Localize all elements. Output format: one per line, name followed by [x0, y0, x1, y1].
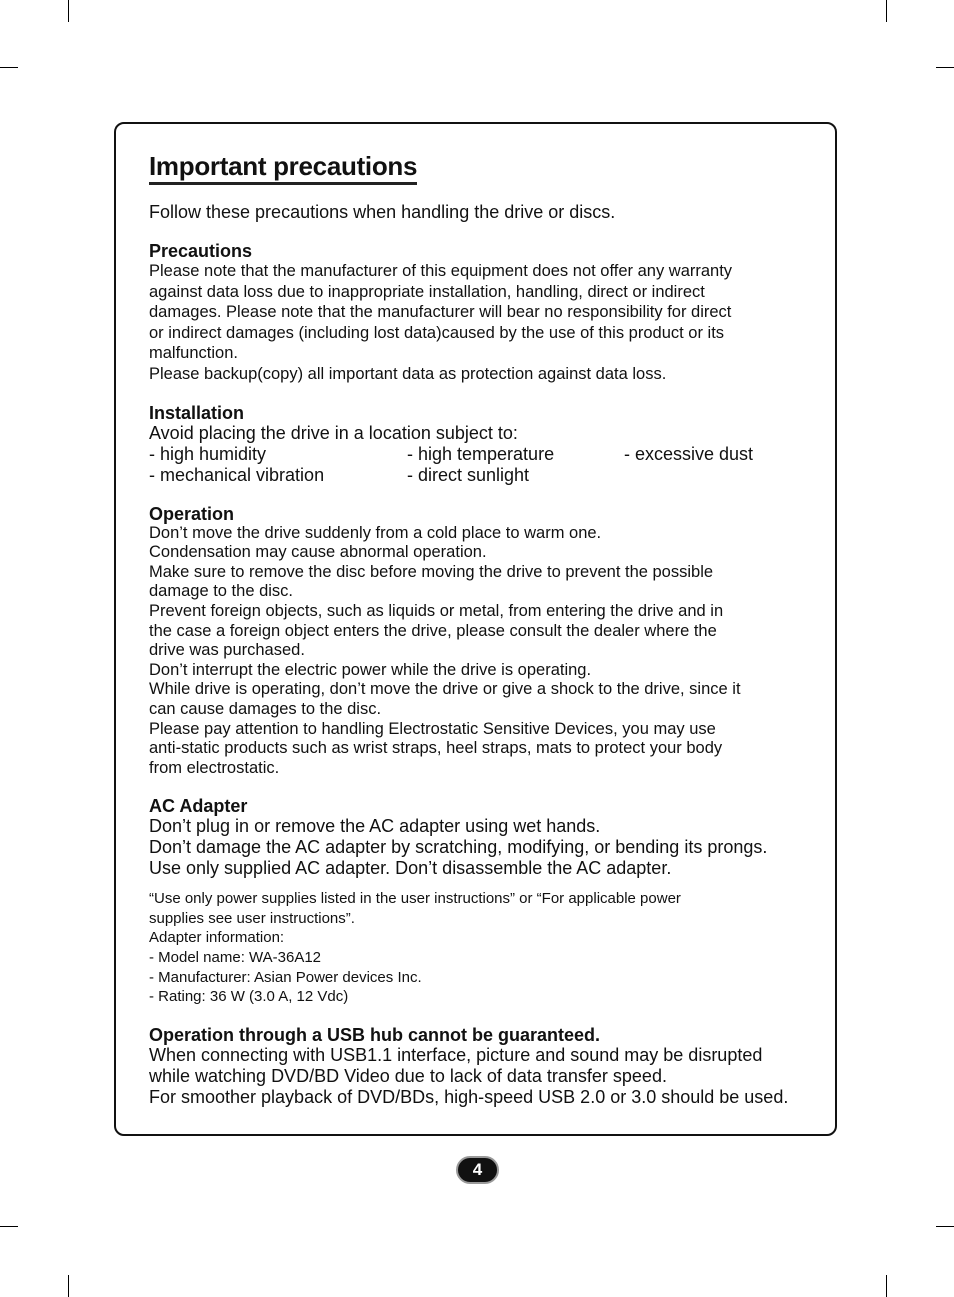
text-line: - Rating: 36 W (3.0 A, 12 Vdc) [149, 988, 349, 1006]
text-line: can cause damages to the disc. [149, 699, 382, 718]
text-line: while watching DVD/BD Video due to lack of data transfer speed. [149, 1065, 667, 1086]
section-heading: Operation through a USB hub cannot be guaranteed. [149, 1024, 601, 1045]
text-line: - Model name: WA-36A12 [149, 949, 322, 967]
text-line: “Use only power supplies listed in the user instructions” or “For applicable power [149, 890, 681, 908]
crop-mark [68, 1275, 69, 1297]
text-line: Please note that the manufacturer of this equipment does not offer any warranty [149, 262, 733, 280]
text-line: While drive is operating, don’t move the drive or give a shock to the drive, since it [149, 680, 741, 699]
list-item [624, 465, 814, 486]
section-installation [149, 403, 814, 486]
text-line: Make sure to remove the disc before moving the drive to prevent the possible [149, 562, 714, 581]
text-line: Don’t damage the AC adapter by scratching, modifying, or bending its prongs. [149, 837, 768, 858]
page-content [149, 150, 814, 1108]
text-line: Avoid placing the drive in a location subject to: [149, 422, 518, 443]
section-precautions [149, 241, 814, 385]
list-item: - mechanical vibration [149, 464, 325, 485]
text-line: drive was purchased. [149, 641, 305, 660]
installation-conditions [149, 444, 814, 486]
text-line: against data loss due to inappropriate installation, handling, direct or indirect [149, 282, 705, 301]
text-line: malfunction. [149, 344, 238, 363]
text-line: anti-static products such as wrist straps, heel straps, mats to protect your body [149, 739, 723, 758]
text-line: damage to the disc. [149, 582, 294, 601]
list-item: - direct sunlight [407, 464, 530, 485]
text-line: Please backup(copy) all important data as protection against data loss. [149, 364, 667, 383]
section-heading: Precautions [149, 241, 253, 261]
adapter-note [149, 889, 814, 1007]
text-line: Don’t interrupt the electric power while the drive is operating. [149, 660, 592, 679]
crop-mark [886, 0, 887, 22]
crop-mark [0, 1226, 18, 1227]
text-line: Don’t move the drive suddenly from a cold place to warm one. [149, 523, 602, 542]
text-line: damages. Please note that the manufacturer will bear no responsibility for direct [149, 303, 732, 322]
text-line: the case a foreign object enters the drive, please consult the dealer where the [149, 621, 717, 640]
list-item: - high humidity [149, 443, 267, 464]
text-line: Prevent foreign objects, such as liquids or metal, from entering the drive and in [149, 601, 724, 620]
list-item: - excessive dust [624, 443, 754, 464]
text-line: When connecting with USB1.1 interface, picture and sound may be disrupted [149, 1044, 763, 1065]
crop-mark [886, 1275, 887, 1297]
text-line: - Manufacturer: Asian Power devices Inc. [149, 968, 422, 986]
text-line: Please pay attention to handling Electrostatic Sensitive Devices, you may use [149, 719, 716, 738]
section-usb-hub [149, 1025, 814, 1108]
text-line: from electrostatic. [149, 758, 280, 777]
text-line: or indirect damages (including lost data)caused by the use of this product or its [149, 323, 725, 342]
crop-mark [936, 67, 954, 68]
text-line: Don’t plug in or remove the AC adapter using wet hands. [149, 816, 601, 837]
page-title: Important precautions [149, 150, 417, 185]
crop-mark [0, 67, 18, 68]
text-line: Use only supplied AC adapter. Don’t disassemble the AC adapter. [149, 858, 672, 879]
text-line: Condensation may cause abnormal operation. [149, 543, 487, 562]
crop-mark [68, 0, 69, 22]
section-heading: Operation [149, 503, 235, 524]
section-heading: AC Adapter [149, 796, 248, 817]
text-line: Adapter information: [149, 929, 285, 947]
section-ac-adapter [149, 796, 814, 1007]
section-operation [149, 504, 814, 779]
intro-text: Follow these precautions when handling the drive or discs. [149, 202, 616, 222]
text-line: For smoother playback of DVD/BDs, high-speed USB 2.0 or 3.0 should be used. [149, 1086, 789, 1107]
crop-mark [936, 1226, 954, 1227]
page-number: 4 [456, 1156, 499, 1184]
section-heading: Installation [149, 402, 245, 423]
text-line: supplies see user instructions”. [149, 909, 355, 927]
list-item: - high temperature [407, 443, 555, 464]
